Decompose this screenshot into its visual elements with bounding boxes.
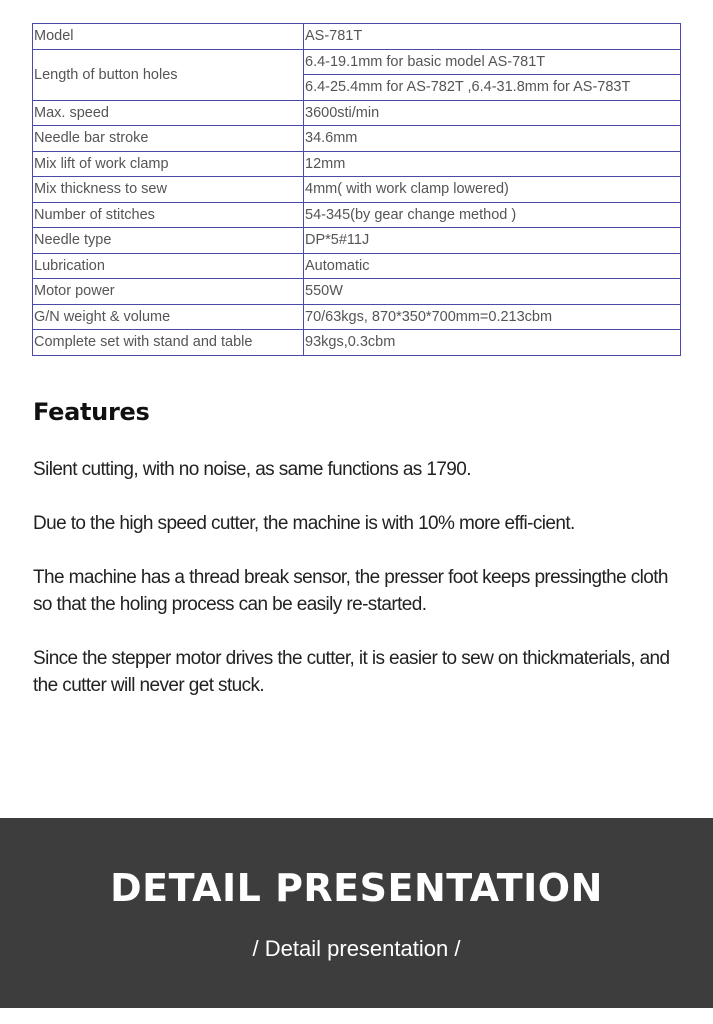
spec-key: Length of button holes [33,49,304,100]
spec-value: AS-781T [304,24,681,50]
spec-value: 3600sti/min [304,100,681,126]
spec-value: 70/63kgs, 870*350*700mm=0.213cbm [304,304,681,330]
spec-key: Mix lift of work clamp [33,151,304,177]
spec-value: 54-345(by gear change method ) [304,202,681,228]
spec-key: Needle bar stroke [33,126,304,152]
detail-presentation-banner [0,818,713,1008]
table-row [33,126,681,152]
spec-value: Automatic [304,253,681,279]
table-row [33,253,681,279]
spec-value: 550W [304,279,681,305]
table-row [33,202,681,228]
features-heading: Features [33,398,150,426]
table-row [33,279,681,305]
spec-value: 93kgs,0.3cbm [304,330,681,356]
table-row [33,100,681,126]
spec-key: Number of stitches [33,202,304,228]
spec-key: G/N weight & volume [33,304,304,330]
banner-title: DETAIL PRESENTATION [110,866,603,910]
table-row [33,330,681,356]
feature-paragraph: Silent cutting, with no noise, as same functions as 1790. [33,459,471,480]
spec-value: 6.4-25.4mm for AS-782T ,6.4-31.8mm for AS-783T [304,75,681,101]
table-row [33,177,681,203]
spec-value: 34.6mm [304,126,681,152]
feature-paragraph: Due to the high speed cutter, the machine is with 10% more effi-cient. [33,513,575,534]
table-row [33,151,681,177]
banner-subtitle: / Detail presentation / [252,936,461,961]
table-row [33,228,681,254]
spec-key: Lubrication [33,253,304,279]
spec-value: 6.4-19.1mm for basic model AS-781T [304,49,681,75]
feature-paragraph: The machine has a thread break sensor, the presser foot keeps pressingthe cloth so that the holing process can be easily re-started. [33,567,668,615]
spec-value: 12mm [304,151,681,177]
feature-paragraph: Since the stepper motor drives the cutter, it is easier to sew on thickmaterials, and the cutter will never get stuck. [33,648,670,696]
spec-key: Model [33,24,304,50]
table-row [33,24,681,50]
table-row [33,49,681,75]
spec-key: Mix thickness to sew [33,177,304,203]
table-row [33,304,681,330]
spec-key: Complete set with stand and table [33,330,304,356]
features-section [33,398,683,726]
spec-value: DP*5#11J [304,228,681,254]
spec-key: Motor power [33,279,304,305]
spec-value: 4mm( with work clamp lowered) [304,177,681,203]
spec-table [32,23,681,356]
spec-key: Needle type [33,228,304,254]
spec-key: Max. speed [33,100,304,126]
